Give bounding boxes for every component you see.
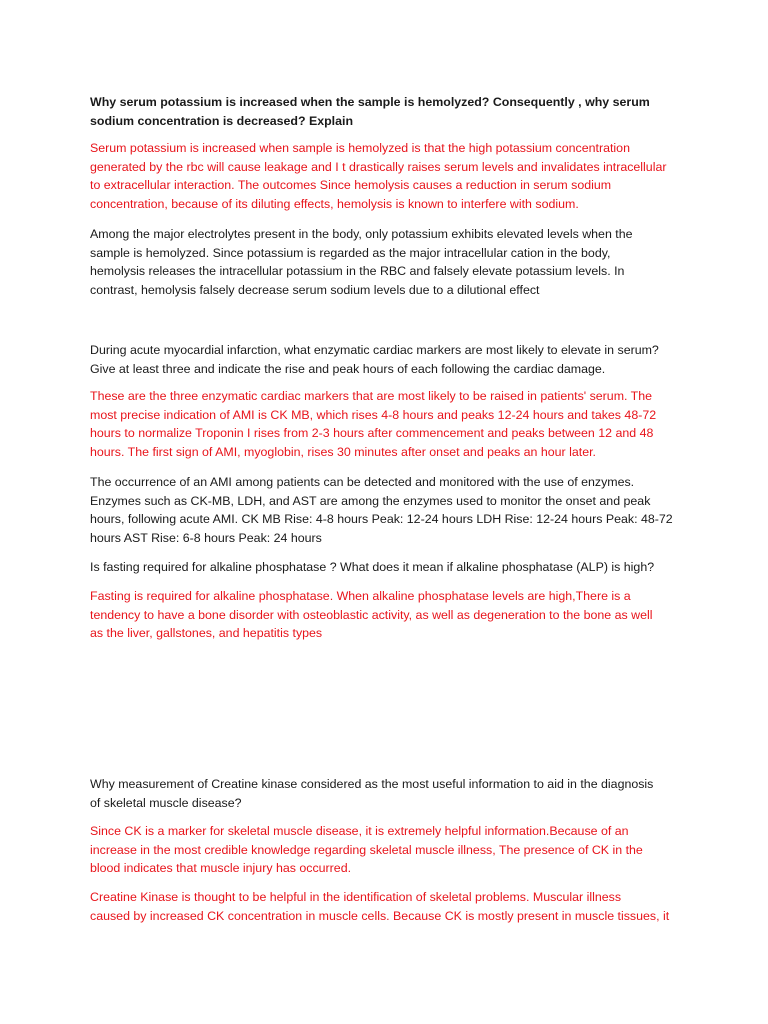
- answer-alkaline-phosphatase: Fasting is required for alkaline phosphatase. When alkaline phosphatase levels are high,There is a tendency to have a bone disorder with osteoblastic activity, as well as degeneration to the bone as well as the liver, gallstones, and hepatitis types: [90, 589, 653, 641]
- answer-cardiac-markers: These are the three enzymatic cardiac markers that are most likely to be raised in patients' serum. The most precise indication of AMI is CK MB, which rises 4-8 hours and peaks 12-24 hours and takes 48-72 hours to normalize Troponin I rises from 2-3 hours after commencement and peaks between 12 and 48 hours. The first sign of AMI, myoglobin, rises 30 minutes after onset and peaks an hour later.: [90, 389, 657, 459]
- question-potassium-hemolysis: Why serum potassium is increased when the sample is hemolyzed? Consequently , why serum sodium concentration is decreased? Explain: [90, 95, 650, 128]
- answer-potassium-hemolysis: Serum potassium is increased when sample is hemolyzed is that the high potassium concentration generated by the rbc will cause leakage and I t drastically raises serum levels and invalidates intracellular to extracellular interaction. The outcomes Since hemolysis causes a reduction in serum sodium concentration, because of its diluting effects, hemolysis is known to interfere with sodium.: [90, 141, 667, 211]
- answer-creatine-kinase: Since CK is a marker for skeletal muscle disease, it is extremely helpful information.Because of an increase in the most credible knowledge regarding skeletal muscle illness, The presence of CK in the blood indicates that muscle injury has occurred.: [90, 824, 643, 876]
- question-creatine-kinase: Why measurement of Creatine kinase considered as the most useful information to aid in the diagnosis of skeletal muscle disease?: [90, 777, 654, 810]
- answer-creatine-kinase-continued: Creatine Kinase is thought to be helpful in the identification of skeletal problems. Muscular illness caused by increased CK concentration in muscle cells. Because CK is mostly present in muscle tissues, it: [90, 890, 670, 923]
- question-cardiac-markers: During acute myocardial infarction, what enzymatic cardiac markers are most likely to elevate in serum? Give at least three and indicate the rise and peak hours of each following the cardiac damage.: [90, 343, 659, 376]
- explanation-ami-enzymes: The occurrence of an AMI among patients can be detected and monitored with the use of enzymes. Enzymes such as CK-MB, LDH, and AST are among the enzymes used to monitor the onset and peak hours, following acute AMI. CK MB Rise: 4-8 hours Peak: 12-24 hours LDH Rise: 12-24 hours Peak: 48-72 hours AST Rise: 6-8 hours Peak: 24 hours: [90, 475, 673, 545]
- question-alkaline-phosphatase: Is fasting required for alkaline phosphatase ? What does it mean if alkaline phosphatase (ALP) is high?: [90, 560, 655, 574]
- explanation-electrolytes: Among the major electrolytes present in the body, only potassium exhibits elevated levels when the sample is hemolyzed. Since potassium is regarded as the major intracellular cation in the body, hemolysis releases the intracellular potassium in the RBC and falsely elevate potassium levels. In contrast, hemolysis falsely decrease serum sodium levels due to a dilutional effect: [90, 227, 633, 297]
